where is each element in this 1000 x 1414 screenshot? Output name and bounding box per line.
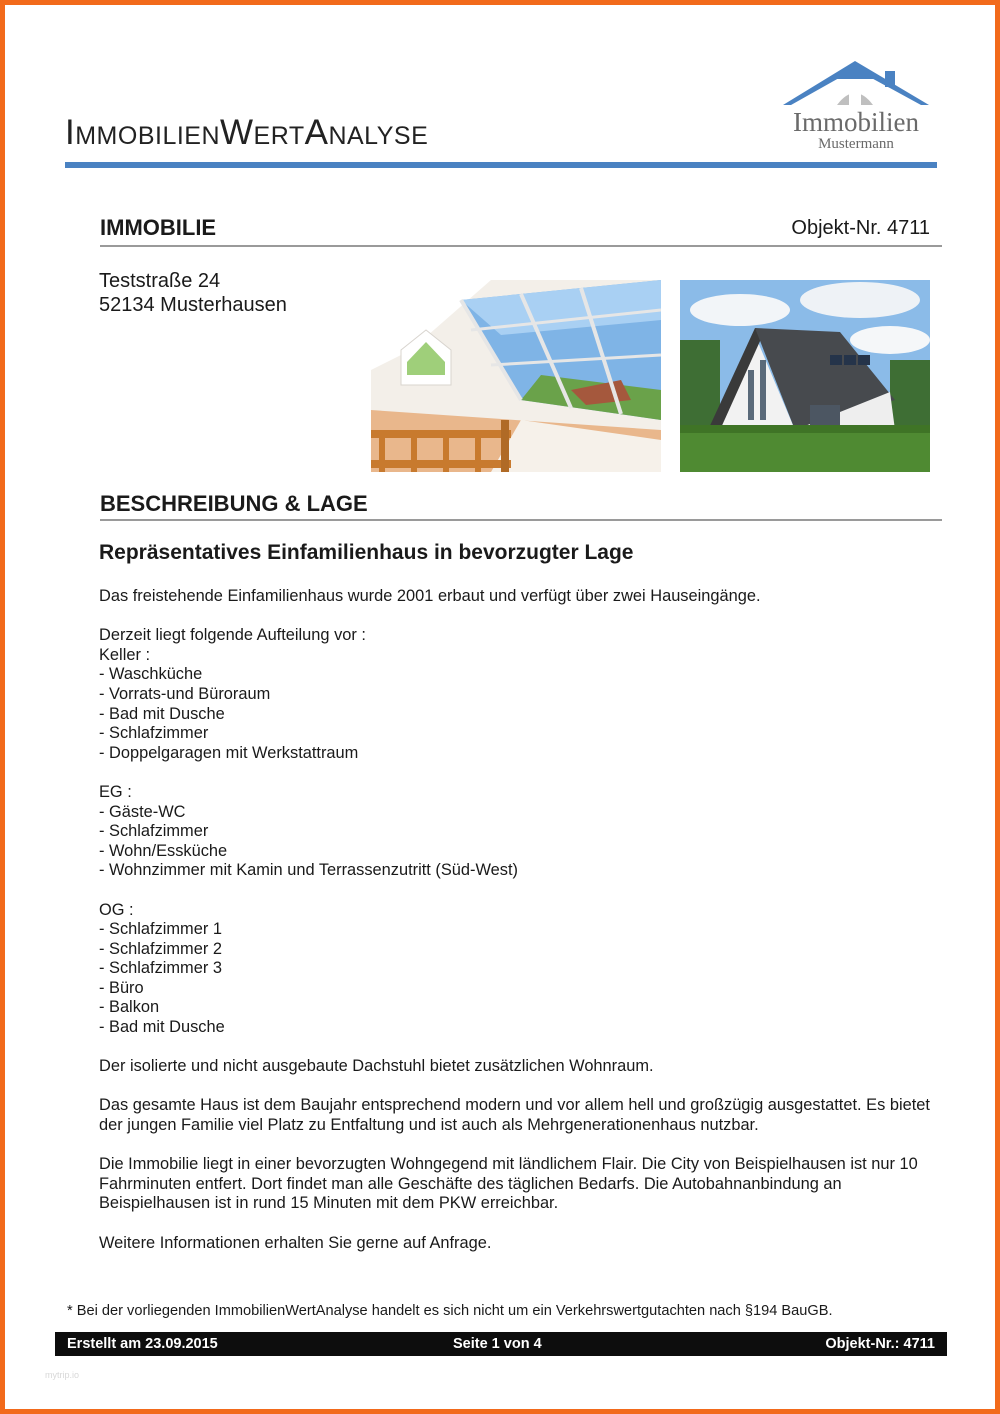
aufteilung-label: Derzeit liegt folgende Aufteilung vor : — [99, 626, 366, 645]
logo-name: Immobilien — [793, 107, 919, 137]
list-item: - Waschküche — [99, 665, 203, 684]
list-item: - Vorrats-und Büroraum — [99, 684, 271, 703]
footer-page-number: Seite 1 von 4 — [453, 1336, 542, 1352]
haus-paragraph: Das gesamte Haus ist dem Baujahr entsprechend modern und vor allem hell und großzügig ausgestattet. Es bietet der jungen Familie viel Platz zu Entfaltung und ist auch als Mehrgenerationenhaus nutzbar. — [99, 1096, 930, 1135]
description-headline: Repräsentatives Einfamilienhaus in bevorzugter Lage — [99, 541, 634, 564]
section-immobilie-header — [100, 215, 942, 247]
company-logo — [775, 57, 937, 155]
list-item: - Balkon — [99, 998, 160, 1017]
property-address — [99, 269, 287, 317]
exterior-photo — [680, 280, 930, 472]
og-label: OG : — [99, 900, 134, 919]
address-street: Teststraße 24 — [99, 270, 221, 292]
list-item: - Gäste-WC — [99, 802, 186, 821]
lage-paragraph: Die Immobilie liegt in einer bevorzugten Wohngegend mit ländlichem Flair. Die City von Beispielhausen ist nur 10 Fahrminuten entfert. Dort findet man alle Geschäfte des täglichen Bedarfs. Die Autobahnanbindung an Beispielhausen ist in rund 15 Minuten mit dem PKW erreichbar. — [99, 1155, 918, 1213]
list-item: - Bad mit Dusche — [99, 1018, 225, 1037]
title-underline — [65, 162, 937, 168]
list-item: - Schlafzimmer 1 — [99, 920, 222, 939]
house-roof-icon — [775, 57, 937, 113]
list-item: - Wohn/Essküche — [99, 841, 228, 860]
list-item: - Doppelgaragen mit Werkstattraum — [99, 743, 359, 762]
description-body — [99, 587, 939, 1273]
keller-label: Keller : — [99, 645, 151, 664]
list-item: - Schlafzimmer — [99, 822, 209, 841]
logo-subtitle: Mustermann — [818, 136, 894, 152]
list-item: - Wohnzimmer mit Kamin und Terrassenzutritt (Süd-West) — [99, 861, 518, 880]
objekt-number: Objekt-Nr. 4711 — [791, 217, 930, 239]
intro-paragraph: Das freistehende Einfamilienhaus wurde 2001 erbaut und verfügt über zwei Hauseingänge. — [99, 587, 761, 605]
address-city: 52134 Musterhausen — [99, 294, 287, 316]
list-item: - Büro — [99, 978, 144, 997]
room-layout-list — [99, 626, 939, 1057]
list-item: - Bad mit Dusche — [99, 704, 225, 723]
footer-bar — [55, 1332, 947, 1356]
list-item: - Schlafzimmer 3 — [99, 959, 222, 978]
interior-photo — [371, 280, 661, 472]
footnote: * Bei der vorliegenden ImmobilienWertAnalyse handelt es sich nicht um ein Verkehrswertgutachten nach §194 BauGB. — [67, 1303, 833, 1319]
section-title-beschreibung: BESCHREIBUNG & LAGE — [100, 491, 368, 516]
list-item: - Schlafzimmer 2 — [99, 939, 222, 958]
watermark: mytrip.io — [45, 1370, 80, 1380]
list-item: - Schlafzimmer — [99, 724, 209, 743]
section-title-immobilie: IMMOBILIE — [100, 215, 217, 240]
footer-objekt-number: Objekt-Nr.: 4711 — [825, 1336, 935, 1352]
info-paragraph: Weitere Informationen erhalten Sie gerne auf Anfrage. — [99, 1233, 492, 1252]
eg-label: EG : — [99, 782, 132, 801]
dachstuhl-paragraph: Der isolierte und nicht ausgebaute Dachstuhl bietet zusätzlichen Wohnraum. — [99, 1057, 654, 1076]
page-title: ImmobilienWertAnalyse — [65, 113, 429, 152]
footer-created-date: Erstellt am 23.09.2015 — [67, 1336, 218, 1352]
section-beschreibung-header — [100, 491, 942, 521]
